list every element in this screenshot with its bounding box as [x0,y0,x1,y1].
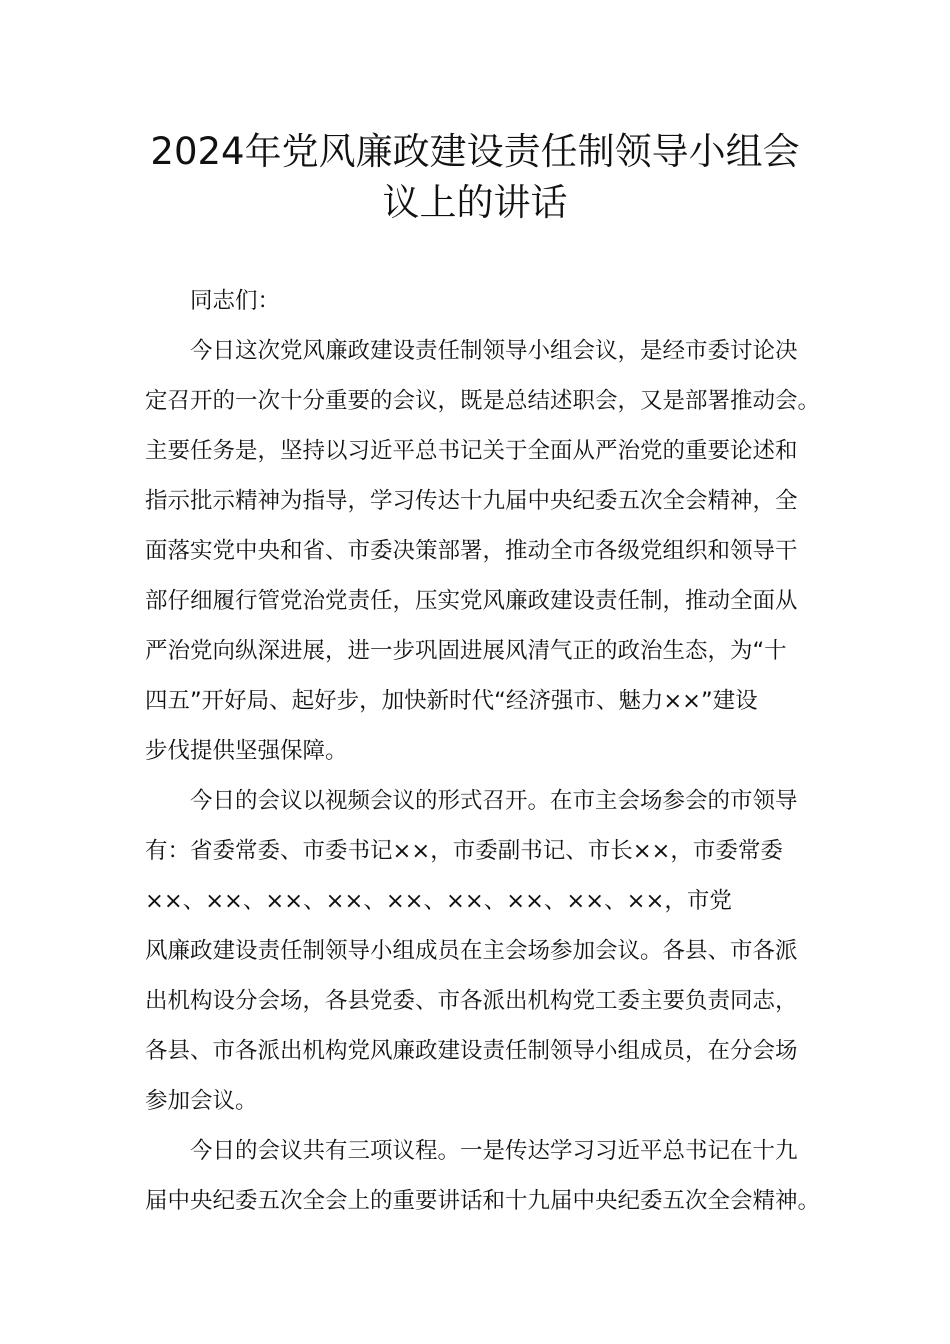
paragraph-line: 步伐提供坚强保障。 [145,738,348,764]
title-line: 议上的讲话 [382,181,568,224]
paragraph-line: 各县、市各派出机构党风廉政建设责任制领导小组成员，在分会场 [145,1038,798,1064]
paragraph-line: 今日的会议共有三项议程。一是传达学习习近平总书记在十九 [190,1138,798,1164]
document-title [100,126,850,228]
paragraph-line: 参加会议。 [145,1088,258,1114]
paragraph-line: 严治党向纵深进展，进一步巩固进展风清气正的政治生态，为“十 [145,638,787,664]
paragraph-line: 风廉政建设责任制领导小组成员在主会场参加会议。各县、市各派 [145,938,798,964]
paragraph-line: 出机构设分会场，各县党委、市各派出机构党工委主要负责同志， [145,988,798,1014]
salutation: 同志们： [190,288,281,314]
paragraph-line: 指示批示精神为指导，学习传达十九届中央纪委五次全会精神，全 [145,488,798,514]
paragraph-line: 今日的会议以视频会议的形式召开。在市主会场参会的市领导 [190,788,798,814]
document-body [145,276,825,1226]
paragraph-line: ××、××、××、××、××、××、××、××、××，市党 [145,888,732,914]
paragraph-line: 部仔细履行管党治党责任，压实党风廉政建设责任制，推动全面从 [145,588,798,614]
paragraph-line: 今日这次党风廉政建设责任制领导小组会议，是经市委讨论决 [190,338,798,364]
paragraph-line: 面落实党中央和省、市委决策部署，推动全市各级党组织和领导干 [145,538,798,564]
title-line: 2024年党风廉政建设责任制领导小组会 [150,130,800,173]
paragraph-line: 主要任务是，坚持以习近平总书记关于全面从严治党的重要论述和 [145,438,798,464]
paragraph-line: 定召开的一次十分重要的会议，既是总结述职会，又是部署推动会。 [145,388,821,414]
paragraph-line: 有：省委常委、市委书记××，市委副书记、市长××，市委常委 [145,838,783,864]
paragraph-line: 四五”开好局、起好步，加快新时代“经济强市、魅力××”建设 [145,688,758,714]
paragraph-line: 届中央纪委五次全会上的重要讲话和十九届中央纪委五次全会精神。 [145,1188,821,1214]
